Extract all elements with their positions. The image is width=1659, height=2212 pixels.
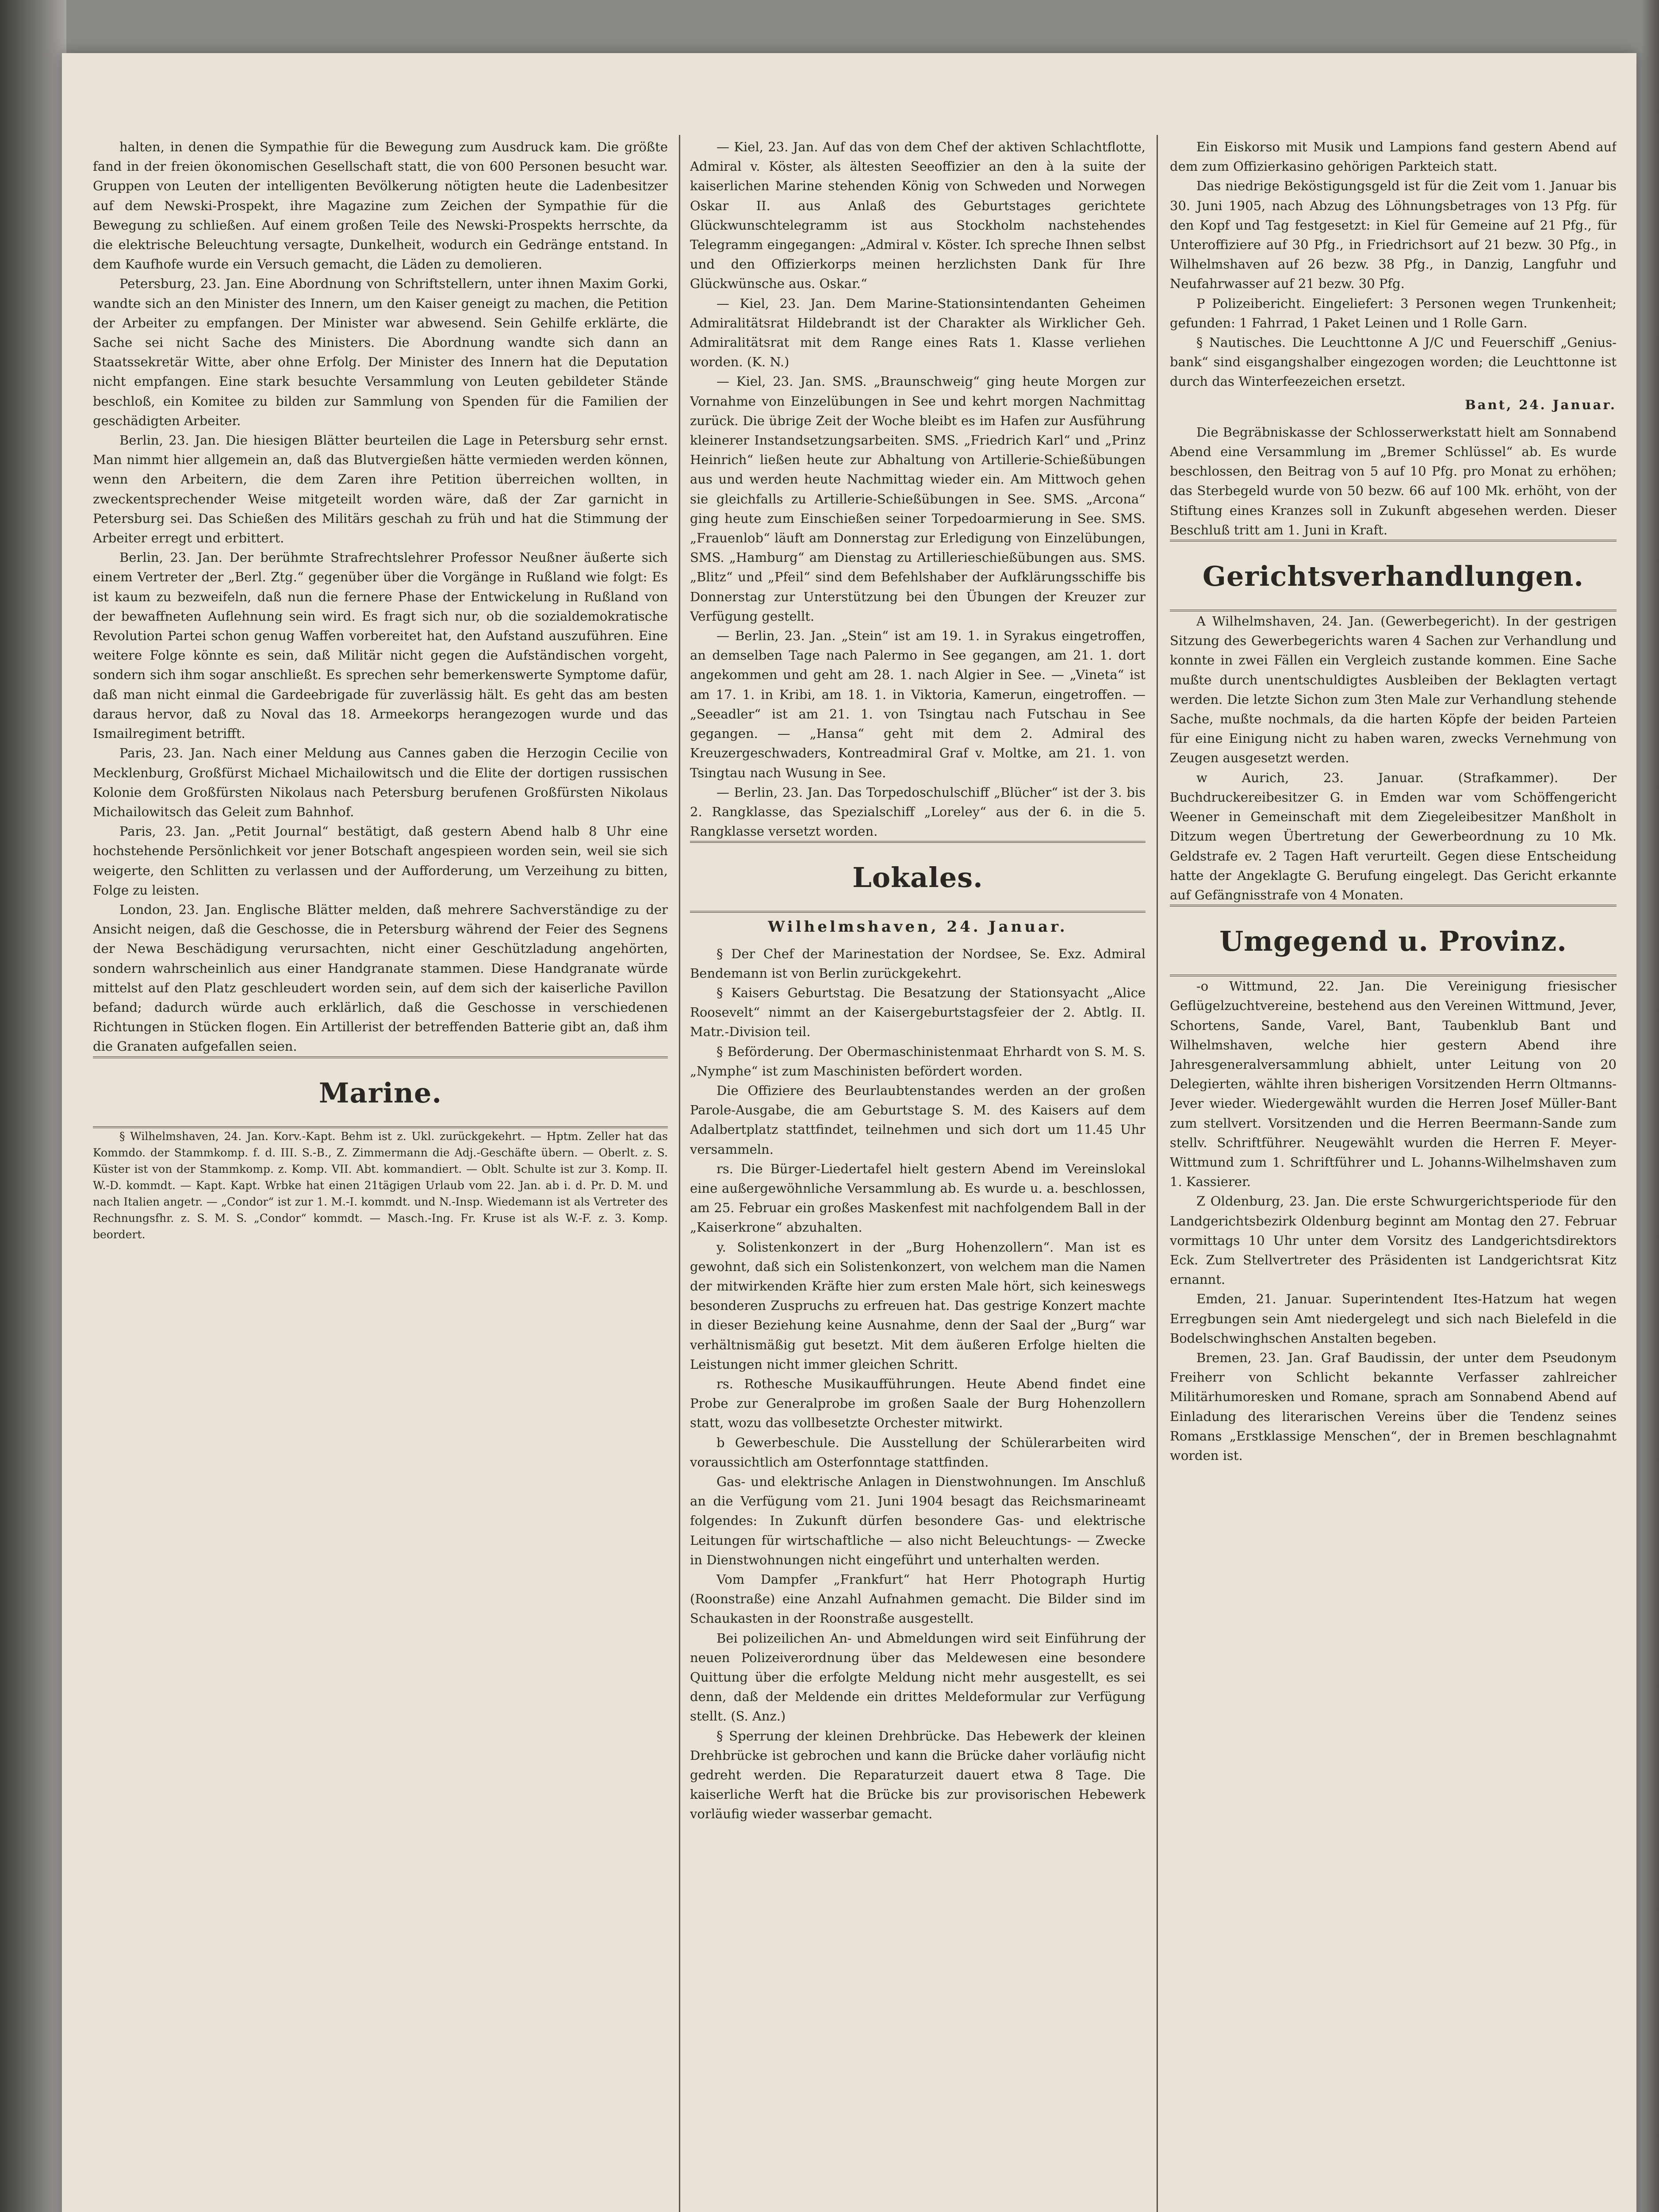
regional-news-item: Emden, 21. Januar. Superintendent Ites-Hatzum hat wegen Erregbungen sein Amt niedergelegt und sich nach Bielefeld in die Bodelschwinghschen Anstalten begeben. — [1170, 1291, 1617, 1346]
article-paragraph: Petersburg, 23. Jan. Eine Abordnung von Schriftstellern, unter ihnen Maxim Gorki, wandte sich an den Minister des Innern, um den Kaiser geneigt zu machen, die Petition der Arbeiter zu empfangen. Der Minister war abwesend. Sein Gehilfe erklärte, die Sache sei nicht Sache des Ministers. Die Abordnung wandte sich dann an Staatssekretär Witte, aber ohne Erfolg. Der Minister des Innern hat die Deputation nicht empfangen. Eine stark besuchte Versammlung von Leuten gebildeter Stände beschloß, ein Komitee zu bilden zur Sammlung von Spenden für die Familien der geschädigten Arbeiter. — [93, 276, 668, 428]
local-news-item: y. Solistenkonzert in der „Burg Hohenzollern“. Man ist es gewohnt, daß sich ein Solistenkonzert, von welchem man die Namen der mitwirkenden Kräfte hier zum ersten Male hört, sich keineswegs besonderen Zuspruchs zu erfreuen hat. Das gestrige Konzert machte in dieser Beziehung keine Ausnahme, denn der Saal der „Burg“ war verhältnismäßig gut besetzt. Mit dem äußeren Erfolge hielten die Leistungen nicht immer gleichen Schritt. — [690, 1239, 1146, 1372]
article-paragraph: halten, in denen die Sympathie für die Bewegung zum Ausdruck kam. Die größte fand in der freien ökonomischen Gesellschaft statt, die von 600 Personen besucht war. Gruppen von Leuten der intelligenten Bevölkerung nötigten heute die Ladenbesitzer auf dem Newski-Prospekt, ihre Magazine zum Zeichen der Sympathie für die Bewegung zu schließen. Auf einem großen Teile des Newski-Prospekts herrschte, da die elektrische Beleuchtung versagte, Dunkelheit, wodurch ein Gedränge entstand. In dem Kaufhofe wurde ein Versuch gemacht, die Läden zu demolieren. — [93, 139, 668, 272]
article-paragraph: Das niedrige Beköstigungsgeld ist für die Zeit vom 1. Januar bis 30. Juni 1905, nach Abzug des Löhnungsbetrages von 13 Pfg. für den Kopf und Tag festgesetzt: in Kiel für Gemeine auf 21 Pfg., für Unteroffiziere auf 30 Pfg., in Friedrichsort auf 21 bezw. 30 Pfg., in Wilhelmshaven auf 26 bezw. 38 Pfg., in Danzig, Langfuhr und Neufahrwasser auf 21 bezw. 30 Pfg. — [1170, 178, 1617, 292]
bant-dateline: Bant, 24. Januar. — [1465, 397, 1617, 412]
scan-shadow-left — [0, 0, 66, 2212]
marine-notes: § Wilhelmshaven, 24. Jan. Korv.-Kapt. Behm ist z. Ukl. zurückgekehrt. — Hptm. Zeller hat das Kommdo. der Stammkomp. f. d. III. S.-B., Z. Zimmermann die Adj.-Geschäfte übern. — Oberlt. z. S. Küster ist von der Stammkomp. z. Komp. VII. Abt. kommandiert. — Oblt. Schulte ist zur 3. Komp. II. W.-D. kommdt. — Kapt. Kapt. Wrbke hat einen 21tägigen Urlaub vom 22. Jan. ab i. d. Pr. D. M. und nach Italien angetr. — „Condor“ ist zur 1. M.-I. kommdt. und N.-Insp. Wiedemann ist als Vertreter des Rechnungsfhr. z. S. M. S. „Condor“ kommdt. — Masch.-Ing. Fr. Kruse ist als W.-F. z. 3. Komp. beordert. — [93, 1129, 668, 1241]
lokales-dateline: Wilhelmshaven, 24. Januar. — [768, 918, 1068, 936]
regional-news-item: Z Oldenburg, 23. Jan. Die erste Schwurgerichtsperiode für den Landgerichtsbezirk Oldenburg beginnt am Montag den 27. Februar vormittags 10 Uhr unter dem Vorsitz des Landgerichtsdirektors Eck. Zum Stellvertreter des Präsidenten ist Landgerichtsrat Kitz ernannt. — [1170, 1194, 1617, 1287]
article-paragraph: — Kiel, 23. Jan. Auf das von dem Chef der aktiven Schlachtflotte, Admiral v. Köster, als ältesten Seeoffizier an den à la suite der kaiserlichen Marine stehenden König von Schweden und Norwegen Oskar II. aus Anlaß des Geburtstages gerichtete Glückwunschtelegramm ist aus Stockholm nachstehendes Telegramm eingegangen: „Admiral v. Köster. Ich spreche Ihnen selbst und den Offizierkorps meinen herzlichsten Dank für Ihre Glückwünsche aus. Oskar.“ — [690, 139, 1146, 292]
article-paragraph: P Polizeibericht. Eingeliefert: 3 Personen wegen Trunkenheit; gefunden: 1 Fahrrad, 1 Paket Leinen und 1 Rolle Garn. — [1170, 296, 1617, 330]
article-paragraph: Die Begräbniskasse der Schlosserwerkstatt hielt am Sonnabend Abend eine Versammlung im „Bremer Schlüssel“ ab. Es wurde beschlossen, den Beitrag von 5 auf 10 Pfg. pro Monat zu erhöhen; das Sterbegeld wurde von 50 bezw. 66 auf 100 Mk. erhöht, von der Stiftung eines Kranzes soll in Zukunft abgesehen werden. Dieser Beschluß tritt am 1. Juni in Kraft. — [1170, 424, 1617, 538]
article-paragraph: Ein Eiskorso mit Musik und Lampions fand gestern Abend auf dem zum Offizierkasino gehörigen Parkteich statt. — [1170, 139, 1617, 174]
section-heading-marine: Marine. — [318, 1076, 442, 1109]
article-paragraph: § Nautisches. Die Leuchttonne A J/C und Feuerschiff „Genius-bank“ sind eisgangshalber eingezogen worden; die Leuchttonne ist durch das Winterfeezeichen ersetzt. — [1170, 335, 1617, 389]
local-news-item: § Der Chef der Marinestation der Nordsee, Se. Exz. Admiral Bendemann ist von Berlin zurückgekehrt. — [690, 946, 1146, 981]
article-paragraph: London, 23. Jan. Englische Blätter melden, daß mehrere Sachverständige zu der Ansicht neigen, daß die Geschosse, die in Petersburg während der Feier des Segnens der Newa Beschädigung verursachten, nicht einer Geschützladung angehörten, sondern wahrscheinlich aus einer Handgranate stammen. Diese Handgranate würde mittelst auf den Platz geschleudert worden sein, auf dem sich der kaiserliche Pavillon befand; dadurch würde auch erklärlich, daß die Geschosse in verschiedenen Richtungen in Stücken flogen. Ein Artillerist der betreffenden Batterie gibt an, daß ihm die Granaten aufgefallen seien. — [93, 902, 668, 1054]
article-paragraph: — Berlin, 23. Jan. „Stein“ ist am 19. 1. in Syrakus eingetroffen, an demselben Tage nach Palermo in See gegangen, am 21. 1. dort angekommen und geht am 28. 1. nach Algier in See. — „Vineta“ ist am 17. 1. in Kribi, am 18. 1. in Viktoria, Kamerun, eingetroffen. — „Seeadler“ ist am 21. 1. von Tsingtau nach Futschau in See gegangen. — „Hansa“ geht mit dem 2. Admiral des Kreuzergeschwaders, Kontreadmiral Graf v. Moltke, am 21. 1. von Tsingtau nach Wusung in See. — [690, 628, 1146, 780]
local-news-item: Vom Dampfer „Frankfurt“ hat Herr Photograph Hurtig (Roonstraße) eine Anzahl Aufnahmen gemacht. Die Bilder sind im Schaukasten in der Roonstraße ausgestellt. — [690, 1572, 1146, 1626]
local-news-item: Gas- und elektrische Anlagen in Dienstwohnungen. Im Anschluß an die Verfügung vom 21. Juni 1904 besagt das Reichsmarineamt folgendes: In Zukunft dürfen besondere Gas- und elektrische Leitungen für wirtschaftliche — also nicht Beleuchtungs- — Zwecke in Dienstwohnungen nicht eingeführt und unterhalten werden. — [690, 1474, 1146, 1567]
column-1 — [93, 137, 668, 2212]
local-news-item: rs. Die Bürger-Liedertafel hielt gestern Abend im Vereinslokal eine außergewöhnliche Versammlung ab. Es wurde u. a. beschlossen, am 25. Februar ein großes Maskenfest mit nachfolgendem Ball in der „Kaiserkrone“ abzuhalten. — [690, 1161, 1146, 1235]
section-heading-box — [1170, 540, 1617, 611]
article-paragraph: — Kiel, 23. Jan. Dem Marine-Stationsintendanten Geheimen Admiralitätsrat Hildebrandt ist der Charakter als Wirklicher Geh. Admiralitätsrat mit dem Range eines Rats 1. Klasse verliehen worden. (K. N.) — [690, 296, 1146, 370]
newspaper-page — [62, 53, 1636, 2212]
scan-shadow-right — [1641, 0, 1659, 2212]
local-news-item: § Beförderung. Der Obermaschinistenmaat Ehrhardt von S. M. S. „Nymphe“ ist zum Maschinisten befördert worden. — [690, 1044, 1146, 1079]
court-report: A Wilhelmshaven, 24. Jan. (Gewerbegericht). In der gestrigen Sitzung des Gewerbegerichts waren 4 Sachen zur Verhandlung und konnte in zwei Fällen ein Vergleich zustande kommen. Eine Sache mußte durch unentschuldigtes Ausbleiben der Beklagten vertagt werden. Die letzte Sichon zum 3ten Male zur Verhandlung stehende Sache, mußte nochmals, da die harten Köpfe der beiden Parteien für eine Einigung nicht zu haben waren, zwecks Vernehmung von Zeugen ausgesetzt werden. — [1170, 614, 1617, 766]
article-paragraph: — Berlin, 23. Jan. Das Torpedoschulschiff „Blücher“ ist der 3. bis 2. Rangklasse, das Spezialschiff „Loreley“ aus der 6. in die 5. Rangklasse versetzt worden. — [690, 784, 1146, 839]
regional-news-item: -o Wittmund, 22. Jan. Die Vereinigung friesischer Geflügelzuchtvereine, bestehend aus den Vereinen Wittmund, Jever, Schortens, Sande, Varel, Bant, Taubenklub Bant und Wilhelmshaven, welche hier gestern Abend ihre Jahresgeneralversammlung abhielt, unter Leitung von 20 Delegierten, wählte ihren bisherigen Vorsitzenden Herrn Oltmanns-Jever wieder. Wiedergewählt wurden die Herren Josef Müller-Bant zum stellvert. Vorsitzenden und die Herren Beermann-Sande zum stellv. Schriftführer. Neugewählt wurden die Herren F. Meyer-Wittmund zum 1. Schriftführer und L. Johanns-Wilhelmshaven zum 1. Kassierer. — [1170, 979, 1617, 1190]
article-paragraph: Berlin, 23. Jan. Der berühmte Strafrechtslehrer Professor Neußner äußerte sich einem Vertreter der „Berl. Ztg.“ gegenüber über die Vorgänge in Rußland wie folgt: Es ist kaum zu bezweifeln, daß nun die fernere Phase der Entwickelung in Rußland von der bewaffneten Auflehnung sein wird. Es fragt sich nur, ob die sozialdemokratische Revolution Partei schon genug Waffen vorbereitet hat, den Aufstand auszuführen. Eine weitere Folge könnte es sein, daß Militär nicht gegen die Aufständischen vorgeht, sondern sich ihm sogar anschließt. Es sprechen sehr bemerkenswerte Symptome dafür, daß man nicht einmal die Gardeebrigade für zuverlässig hält. Es geht das am besten daraus hervor, daß zu Noval das 18. Armeekorps herangezogen wurde und das Ismailregiment betrifft. — [93, 550, 668, 741]
local-news-item: Bei polizeilichen An- und Abmeldungen wird seit Einführung der neuen Polizeiverordnung über das Meldewesen eine besondere Quittung über die erfolgte Meldung nicht mehr ausgestellt, es sei denn, daß der Meldende ein drittes Meldeformular zur Verfügung stellt. (S. Anz.) — [690, 1630, 1146, 1724]
article-paragraph: — Kiel, 23. Jan. SMS. „Braunschweig“ ging heute Morgen zur Vornahme von Einzelübungen in See und kehrt morgen Nachmittag zurück. Die übrige Zeit der Woche bleibt es im Hafen zur Ausführung kleinerer Instandsetzungsarbeiten. SMS. „Friedrich Karl“ und „Prinz Heinrich“ ließen heute zur Abhaltung von Artillerie-Schießübungen aus und werden heute Nachmittag wieder ein. Am Mittwoch gehen sie gleichfalls zu Artillerie-Schießübungen in See. SMS. „Arcona“ ging heute zum Einschießen seiner Torpedoarmierung in See. SMS. „Frauenlob“ läuft am Donnerstag zur Erledigung von Einzelübungen, SMS. „Hamburg“ am Dienstag zu Artillerieschießübungen aus. SMS. „Blitz“ und „Pfeil“ sind dem Befehlshaber der Aufklärungsschiffe bis Donnerstag zur Unterstützung bei den Übungen der Kreuzer zur Verfügung gestellt. — [690, 374, 1146, 624]
section-heading-box — [690, 841, 1146, 913]
local-news-item: b Gewerbeschule. Die Ausstellung der Schülerarbeiten wird voraussichtlich am Osterfonntage stattfinden. — [690, 1435, 1146, 1470]
section-heading-box — [93, 1056, 668, 1128]
section-heading-gerichtsverhandlungen: Gerichtsverhandlungen. — [1203, 560, 1584, 593]
column-2 — [690, 137, 1146, 2212]
article-paragraph: Berlin, 23. Jan. Die hiesigen Blätter beurteilen die Lage in Petersburg sehr ernst. Man nimmt hier allgemein an, daß das Blutvergießen hätte vermieden werden können, wenn den Arbeitern, die dem Zaren ihre Petition überreichen wollten, in zweckentsprechender Weise mitgeteilt worden wäre, daß der Zar garnicht in Petersburg sei. Das Schießen des Militärs geschah zu früh und hat die Stimmung der Arbeiter erregt und erbittert. — [93, 433, 668, 546]
regional-news-item: Bremen, 23. Jan. Graf Baudissin, der unter dem Pseudonym Freiherr von Schlicht bekannte Verfasser zahlreicher Militärhumoresken und Romane, sprach am Sonnabend Abend auf Einladung des literarischen Vereins über die Tendenz seines Romans „Erstklassige Menschen“, der in Bremen beschlagnahmt worden ist. — [1170, 1350, 1617, 1463]
section-heading-box — [1170, 905, 1617, 976]
court-report: w Aurich, 23. Januar. (Strafkammer). Der Buchdruckereibesitzer G. in Emden war vom Schöffengericht Weener in Gemeinschaft mit dem Ziegeleibesitzer Manßholt in Ditzum wegen Übertretung der Gewerbeordnung zu 10 Mk. Geldstrafe ev. 2 Tagen Haft verurteilt. Gegen diese Entscheidung hatte der Angeklagte G. Berufung eingelegt. Das Gericht erkannte auf Gefängnisstrafe von 4 Monaten. — [1170, 770, 1617, 902]
column-3 — [1170, 137, 1617, 2212]
column-rule-2 — [1157, 135, 1158, 2212]
section-heading-umgegend: Umgegend u. Provinz. — [1219, 925, 1567, 958]
section-heading-lokales: Lokales. — [852, 861, 983, 894]
article-paragraph: Paris, 23. Jan. „Petit Journal“ bestätigt, daß gestern Abend halb 8 Uhr eine hochstehende Persönlichkeit vor jener Botschaft angespieen worden sein, weil sie sich weigerte, den Schlitten zu verlassen und der Aufforderung, um Verzeihung zu bitten, Folge zu leisten. — [93, 824, 668, 898]
article-paragraph: Paris, 23. Jan. Nach einer Meldung aus Cannes gaben die Herzogin Cecilie von Mecklenburg, Großfürst Michael Michailowitsch und die Elite der dortigen russischen Kolonie dem Großfürsten Nikolaus nach Petersburg berufenen Großfürsten Nikolaus Michailowitsch das Geleit zum Bahnhof. — [93, 745, 668, 819]
local-news-item: § Kaisers Geburtstag. Die Besatzung der Stationsyacht „Alice Roosevelt“ nimmt an der Kaisergeburtstagsfeier der 2. Abtlg. II. Matr.-Division teil. — [690, 985, 1146, 1040]
local-news-item: Die Offiziere des Beurlaubtenstandes werden an der großen Parole-Ausgabe, die am Geburtstage S. M. des Kaisers auf dem Adalbertplatz stattfindet, teilnehmen und sich dort um 11.45 Uhr versammeln. — [690, 1083, 1146, 1157]
column-rule-1 — [679, 135, 680, 2212]
local-news-item: rs. Rothesche Musikaufführungen. Heute Abend findet eine Probe zur Generalprobe im großen Saale der Burg Hohenzollern statt, wozu das vollbesetzte Orchester mitwirkt. — [690, 1376, 1146, 1431]
local-news-item: § Sperrung der kleinen Drehbrücke. Das Hebewerk der kleinen Drehbrücke ist gebrochen und kann die Brücke daher vorläufig nicht gedreht werden. Die Reparaturzeit dauert etwa 8 Tage. Die kaiserliche Werft hat die Brücke bis zur provisorischen Hebewerk vorläufig wieder wasserbar gemacht. — [690, 1728, 1146, 1822]
